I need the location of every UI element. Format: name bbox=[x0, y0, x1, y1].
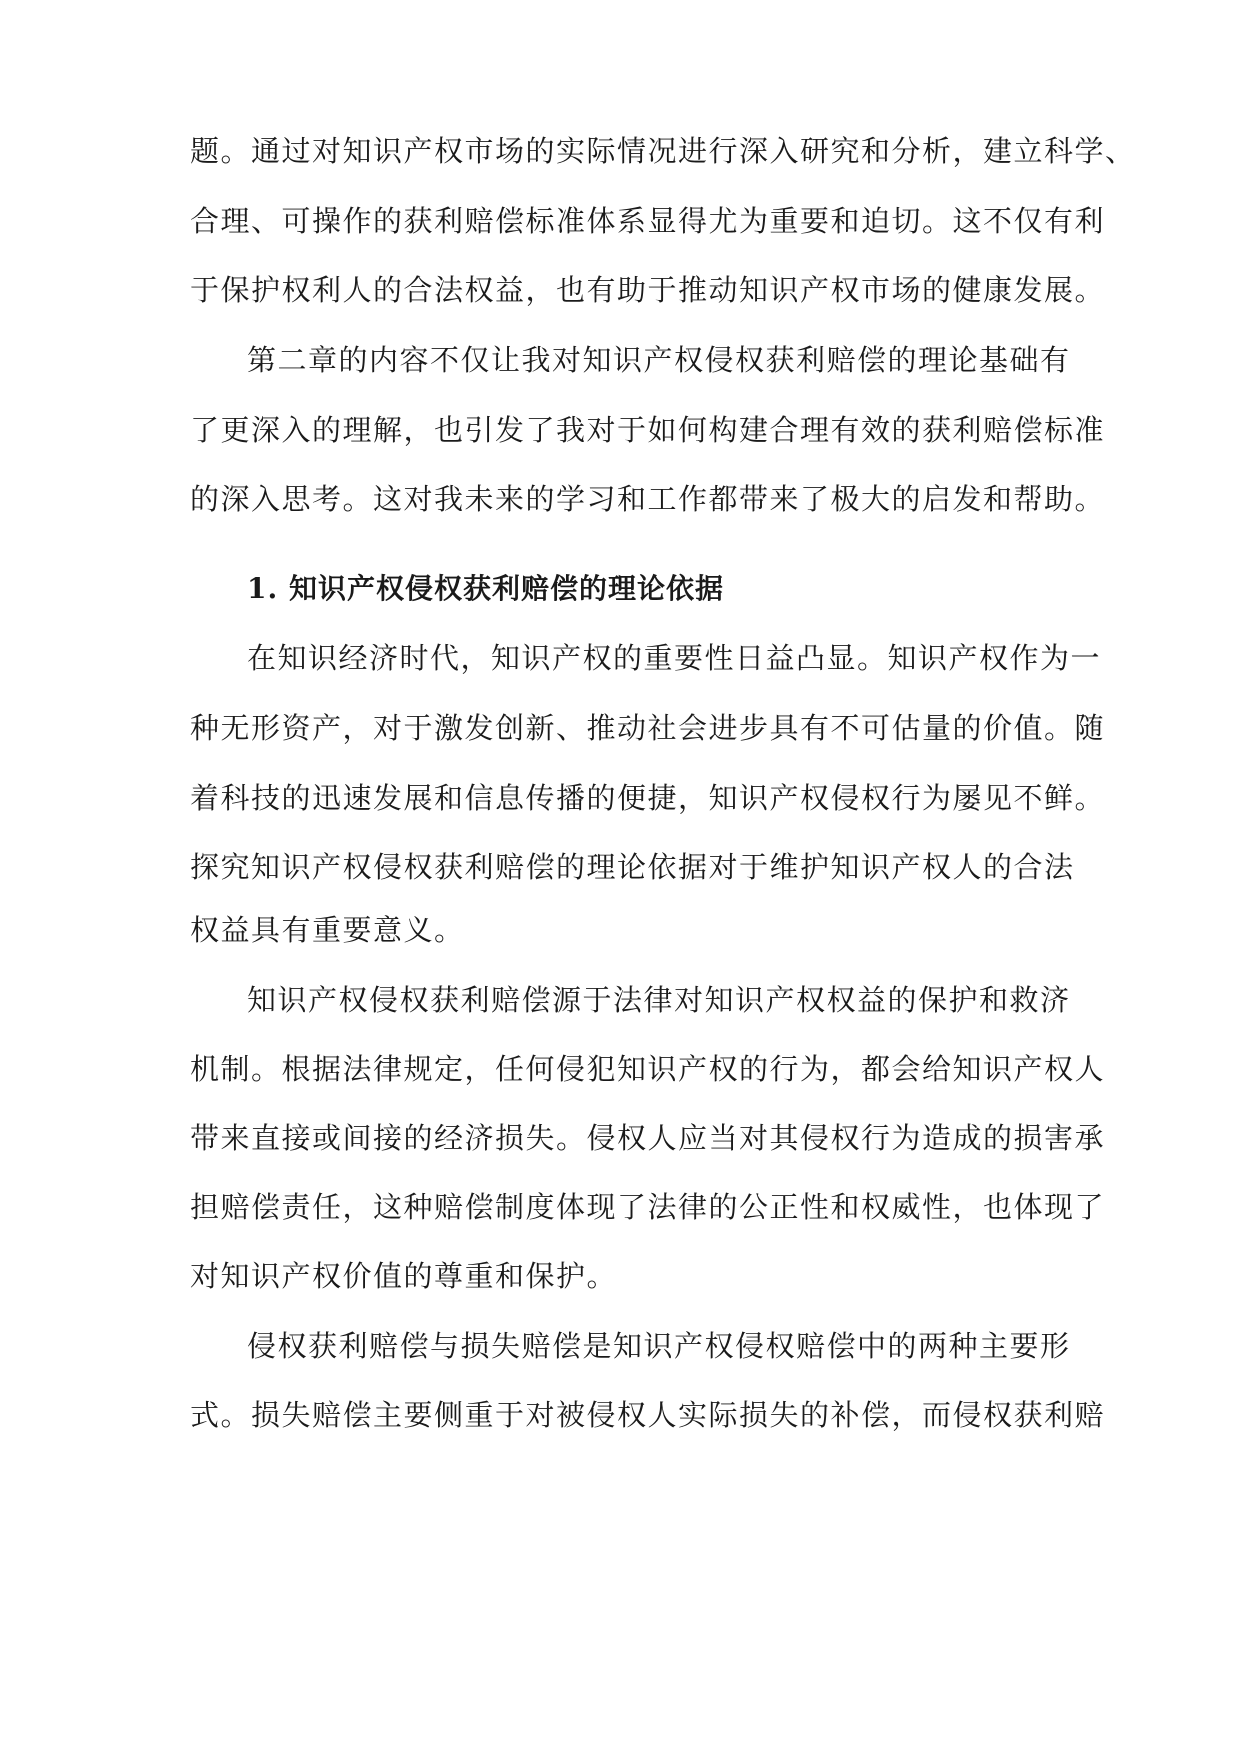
section-heading: 1. 知识产权侵权获利赔偿的理论依据 bbox=[247, 572, 724, 605]
paragraph-line: 第二章的内容不仅让我对知识产权侵权获利赔偿的理论基础有 bbox=[247, 343, 1071, 377]
paragraph-line: 权益具有重要意义。 bbox=[190, 913, 465, 947]
paragraph-line: 机制。根据法律规定，任何侵犯知识产权的行为，都会给知识产权人 bbox=[190, 1052, 1106, 1086]
paragraph-line: 了更深入的理解，也引发了我对于如何构建合理有效的获利赔偿标准 bbox=[190, 413, 1106, 447]
paragraph-line: 的深入思考。这对我未来的学习和工作都带来了极大的启发和帮助。 bbox=[190, 482, 1106, 516]
paragraph-line: 对知识产权价值的尊重和保护。 bbox=[190, 1259, 618, 1293]
paragraph-line: 式。损失赔偿主要侧重于对被侵权人实际损失的补偿，而侵权获利赔 bbox=[190, 1398, 1106, 1432]
paragraph-line: 探究知识产权侵权获利赔偿的理论依据对于维护知识产权人的合法 bbox=[190, 850, 1075, 884]
paragraph-line: 带来直接或间接的经济损失。侵权人应当对其侵权行为造成的损害承 bbox=[190, 1121, 1106, 1155]
paragraph-line: 侵权获利赔偿与损失赔偿是知识产权侵权赔偿中的两种主要形 bbox=[247, 1329, 1071, 1363]
paragraph-line: 题。通过对知识产权市场的实际情况进行深入研究和分析，建立科学、 bbox=[190, 134, 1136, 168]
paragraph-line: 种无形资产，对于激发创新、推动社会进步具有不可估量的价值。随 bbox=[190, 711, 1106, 745]
paragraph-line: 在知识经济时代，知识产权的重要性日益凸显。知识产权作为一 bbox=[247, 641, 1102, 675]
paragraph-line: 合理、可操作的获利赔偿标准体系显得尤为重要和迫切。这不仅有利 bbox=[190, 204, 1106, 238]
paragraph-line: 担赔偿责任，这种赔偿制度体现了法律的公正性和权威性，也体现了 bbox=[190, 1190, 1106, 1224]
paragraph-line: 于保护权利人的合法权益，也有助于推动知识产权市场的健康发展。 bbox=[190, 273, 1106, 307]
paragraph-line: 着科技的迅速发展和信息传播的便捷，知识产权侵权行为屡见不鲜。 bbox=[190, 781, 1106, 815]
paragraph-line: 知识产权侵权获利赔偿源于法律对知识产权权益的保护和救济 bbox=[247, 983, 1071, 1017]
